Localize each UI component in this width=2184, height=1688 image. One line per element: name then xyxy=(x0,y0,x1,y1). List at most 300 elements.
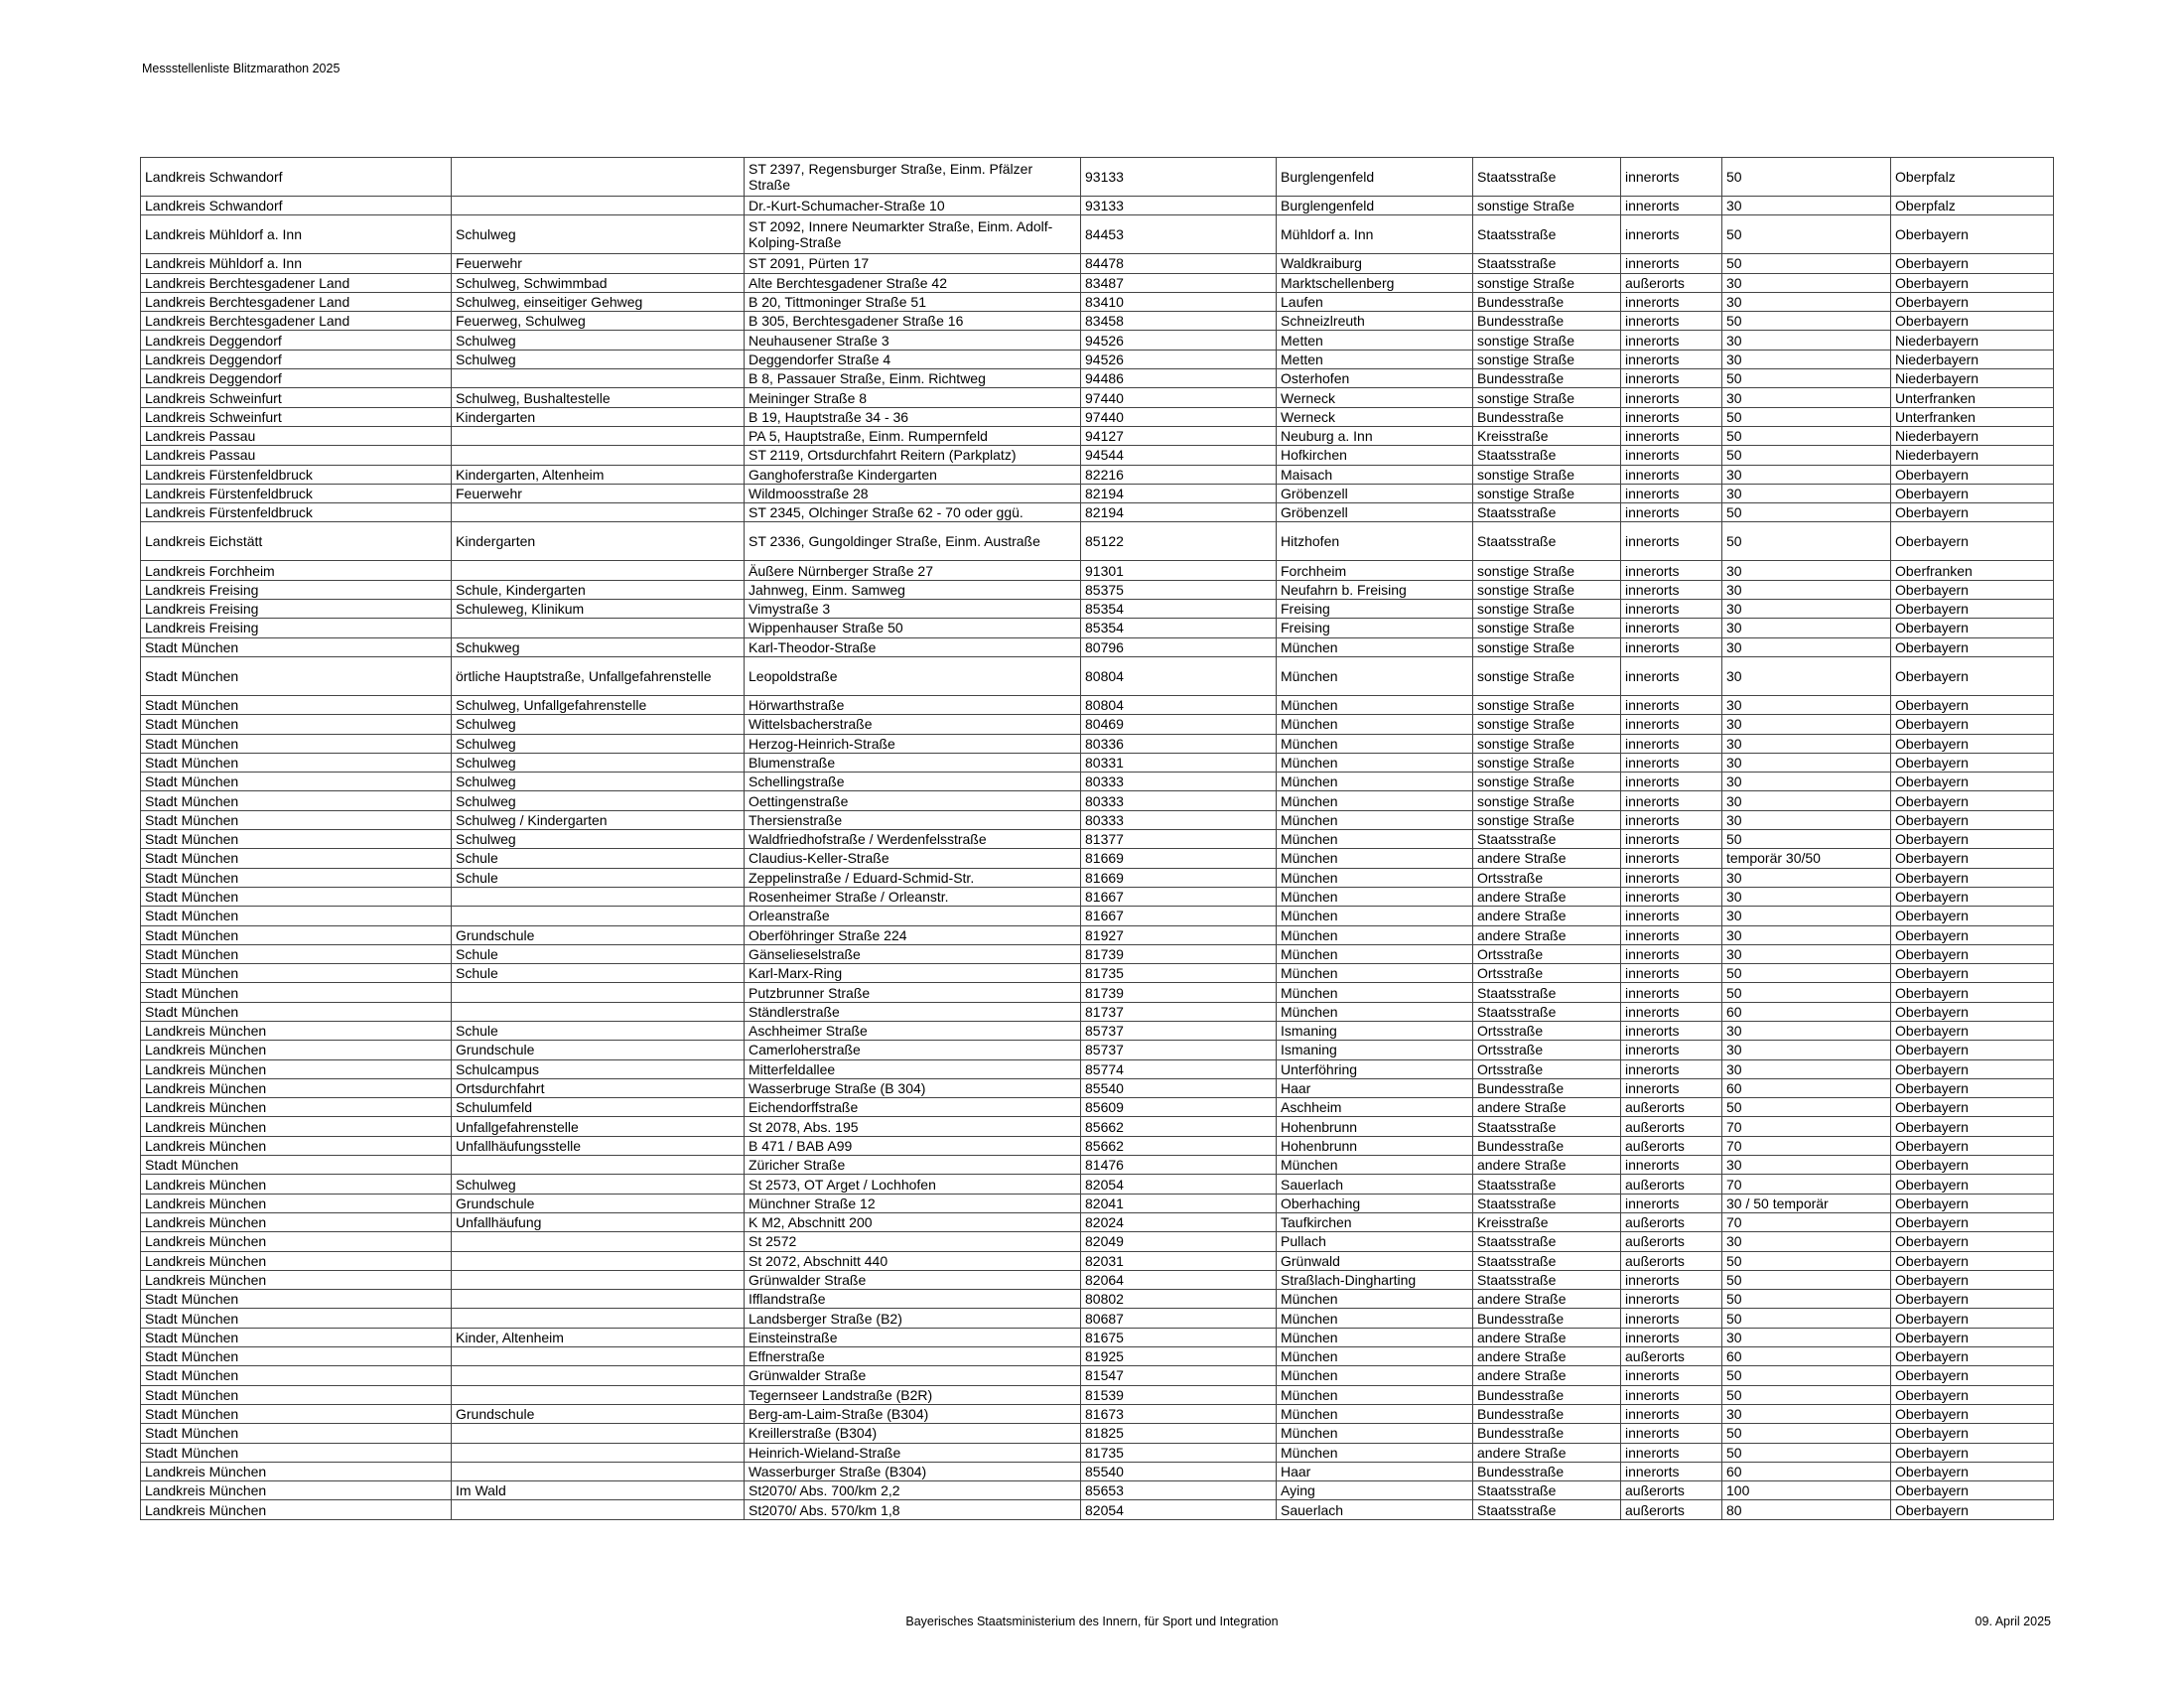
cell-speed-limit: 30 xyxy=(1722,1156,1891,1175)
cell-reason: Schulweg xyxy=(452,715,745,734)
cell-road-type: sonstige Straße xyxy=(1473,695,1621,714)
cell-region: Oberbayern xyxy=(1891,465,2054,484)
cell-speed-limit: 70 xyxy=(1722,1136,1891,1155)
table-row xyxy=(141,773,2054,791)
cell-reason: Schulweg xyxy=(452,350,745,368)
table-row xyxy=(141,619,2054,637)
cell-location: ST 2397, Regensburger Straße, Einm. Pfälzer Straße xyxy=(745,158,1081,197)
cell-postal-code: 80333 xyxy=(1081,791,1277,810)
cell-road-type: sonstige Straße xyxy=(1473,791,1621,810)
cell-district: Stadt München xyxy=(141,1328,452,1346)
cell-postal-code: 82041 xyxy=(1081,1194,1277,1212)
cell-reason: Schulweg xyxy=(452,734,745,753)
cell-speed-limit: 30 xyxy=(1722,465,1891,484)
cell-municipality: Burglengenfeld xyxy=(1277,158,1473,197)
table-row xyxy=(141,215,2054,254)
table-row xyxy=(141,753,2054,772)
cell-locality: innerorts xyxy=(1621,1290,1722,1309)
cell-location: Einsteinstraße xyxy=(745,1328,1081,1346)
cell-road-type: Bundesstraße xyxy=(1473,1385,1621,1404)
cell-location: Thersienstraße xyxy=(745,810,1081,829)
cell-location: B 8, Passauer Straße, Einm. Richtweg xyxy=(745,369,1081,388)
table-row xyxy=(141,1098,2054,1117)
cell-postal-code: 81476 xyxy=(1081,1156,1277,1175)
cell-speed-limit: 30 xyxy=(1722,791,1891,810)
cell-location: St 2072, Abschnitt 440 xyxy=(745,1251,1081,1270)
cell-speed-limit: 30 xyxy=(1722,600,1891,619)
cell-road-type: andere Straße xyxy=(1473,1290,1621,1309)
cell-locality: innerorts xyxy=(1621,484,1722,502)
cell-postal-code: 81739 xyxy=(1081,983,1277,1002)
cell-district: Landkreis Deggendorf xyxy=(141,331,452,350)
cell-postal-code: 85662 xyxy=(1081,1136,1277,1155)
cell-postal-code: 80687 xyxy=(1081,1309,1277,1328)
cell-region: Oberbayern xyxy=(1891,1443,2054,1462)
cell-district: Landkreis Fürstenfeldbruck xyxy=(141,503,452,522)
cell-locality: innerorts xyxy=(1621,388,1722,407)
cell-reason: Schulweg xyxy=(452,791,745,810)
cell-location: Wittelsbacherstraße xyxy=(745,715,1081,734)
cell-location: Wasserbruge Straße (B 304) xyxy=(745,1078,1081,1097)
cell-district: Landkreis Passau xyxy=(141,446,452,465)
cell-speed-limit: 30 xyxy=(1722,350,1891,368)
cell-municipality: München xyxy=(1277,695,1473,714)
table-row xyxy=(141,1366,2054,1385)
cell-postal-code: 85540 xyxy=(1081,1078,1277,1097)
table-row xyxy=(141,925,2054,944)
table-row xyxy=(141,197,2054,215)
cell-speed-limit: 30 xyxy=(1722,925,1891,944)
cell-municipality: München xyxy=(1277,753,1473,772)
cell-speed-limit: 50 xyxy=(1722,522,1891,561)
cell-speed-limit: 50 xyxy=(1722,312,1891,331)
cell-road-type: sonstige Straße xyxy=(1473,734,1621,753)
cell-district: Stadt München xyxy=(141,849,452,868)
cell-municipality: Maisach xyxy=(1277,465,1473,484)
cell-road-type: Bundesstraße xyxy=(1473,369,1621,388)
cell-region: Oberbayern xyxy=(1891,1175,2054,1194)
cell-locality: innerorts xyxy=(1621,561,1722,580)
cell-reason: Schule xyxy=(452,849,745,868)
cell-reason: Schulweg xyxy=(452,215,745,254)
cell-district: Landkreis Eichstätt xyxy=(141,522,452,561)
cell-region: Oberbayern xyxy=(1891,1117,2054,1136)
cell-municipality: Unterföhring xyxy=(1277,1059,1473,1078)
cell-postal-code: 81667 xyxy=(1081,887,1277,906)
cell-district: Landkreis München xyxy=(141,1098,452,1117)
cell-postal-code: 91301 xyxy=(1081,561,1277,580)
cell-municipality: Hofkirchen xyxy=(1277,446,1473,465)
cell-postal-code: 80333 xyxy=(1081,773,1277,791)
cell-district: Stadt München xyxy=(141,1156,452,1175)
cell-municipality: München xyxy=(1277,1366,1473,1385)
table-row xyxy=(141,964,2054,983)
cell-road-type: sonstige Straße xyxy=(1473,656,1621,695)
cell-location: PA 5, Hauptstraße, Einm. Rumpernfeld xyxy=(745,426,1081,445)
cell-location: B 20, Tittmoninger Straße 51 xyxy=(745,292,1081,311)
cell-postal-code: 81673 xyxy=(1081,1404,1277,1423)
cell-location: Äußere Nürnberger Straße 27 xyxy=(745,561,1081,580)
cell-road-type: Staatsstraße xyxy=(1473,1232,1621,1251)
cell-region: Oberbayern xyxy=(1891,1002,2054,1021)
cell-district: Stadt München xyxy=(141,1347,452,1366)
cell-postal-code: 94526 xyxy=(1081,331,1277,350)
cell-speed-limit: 30 xyxy=(1722,1328,1891,1346)
table-row xyxy=(141,350,2054,368)
cell-location: St 2572 xyxy=(745,1232,1081,1251)
cell-district: Landkreis München xyxy=(141,1212,452,1231)
cell-district: Landkreis Deggendorf xyxy=(141,350,452,368)
cell-district: Stadt München xyxy=(141,983,452,1002)
cell-municipality: Metten xyxy=(1277,350,1473,368)
cell-region: Oberbayern xyxy=(1891,773,2054,791)
cell-locality: innerorts xyxy=(1621,426,1722,445)
cell-region: Oberbayern xyxy=(1891,600,2054,619)
cell-postal-code: 82054 xyxy=(1081,1500,1277,1519)
table-row xyxy=(141,1270,2054,1289)
cell-location: Deggendorfer Straße 4 xyxy=(745,350,1081,368)
cell-speed-limit: 30 xyxy=(1722,388,1891,407)
cell-road-type: sonstige Straße xyxy=(1473,388,1621,407)
cell-locality: innerorts xyxy=(1621,656,1722,695)
cell-locality: außerorts xyxy=(1621,1175,1722,1194)
table-row xyxy=(141,1156,2054,1175)
cell-district: Stadt München xyxy=(141,925,452,944)
cell-municipality: München xyxy=(1277,1347,1473,1366)
cell-district: Landkreis Berchtesgadener Land xyxy=(141,292,452,311)
cell-region: Oberbayern xyxy=(1891,1500,2054,1519)
table-row xyxy=(141,1251,2054,1270)
cell-municipality: Hohenbrunn xyxy=(1277,1117,1473,1136)
cell-district: Stadt München xyxy=(141,1309,452,1328)
cell-region: Oberbayern xyxy=(1891,1078,2054,1097)
cell-location: Züricher Straße xyxy=(745,1156,1081,1175)
cell-speed-limit: 30 xyxy=(1722,715,1891,734)
cell-municipality: Waldkraiburg xyxy=(1277,254,1473,273)
cell-reason xyxy=(452,197,745,215)
cell-location: Eichendorffstraße xyxy=(745,1098,1081,1117)
cell-locality: innerorts xyxy=(1621,715,1722,734)
cell-speed-limit: 50 xyxy=(1722,964,1891,983)
table-row xyxy=(141,791,2054,810)
cell-road-type: sonstige Straße xyxy=(1473,580,1621,599)
cell-speed-limit: 30 xyxy=(1722,887,1891,906)
table-row xyxy=(141,1404,2054,1423)
cell-location: St 2573, OT Arget / Lochhofen xyxy=(745,1175,1081,1194)
cell-locality: innerorts xyxy=(1621,215,1722,254)
cell-locality: innerorts xyxy=(1621,197,1722,215)
cell-speed-limit: 70 xyxy=(1722,1117,1891,1136)
cell-road-type: Ortsstraße xyxy=(1473,1041,1621,1059)
cell-reason: Unfallgefahrenstelle xyxy=(452,1117,745,1136)
cell-locality: innerorts xyxy=(1621,1270,1722,1289)
cell-locality: innerorts xyxy=(1621,619,1722,637)
cell-region: Oberbayern xyxy=(1891,983,2054,1002)
cell-road-type: Bundesstraße xyxy=(1473,1136,1621,1155)
cell-region: Oberbayern xyxy=(1891,1462,2054,1480)
cell-speed-limit: 50 xyxy=(1722,215,1891,254)
cell-municipality: Metten xyxy=(1277,331,1473,350)
cell-region: Oberbayern xyxy=(1891,810,2054,829)
cell-locality: innerorts xyxy=(1621,983,1722,1002)
cell-road-type: Staatsstraße xyxy=(1473,1481,1621,1500)
cell-locality: innerorts xyxy=(1621,907,1722,925)
cell-reason: Schule, Kindergarten xyxy=(452,580,745,599)
cell-region: Oberbayern xyxy=(1891,1385,2054,1404)
cell-district: Landkreis Schweinfurt xyxy=(141,407,452,426)
cell-municipality: München xyxy=(1277,773,1473,791)
cell-location: B 19, Hauptstraße 34 - 36 xyxy=(745,407,1081,426)
cell-district: Stadt München xyxy=(141,868,452,887)
cell-postal-code: 84453 xyxy=(1081,215,1277,254)
cell-municipality: München xyxy=(1277,734,1473,753)
cell-municipality: München xyxy=(1277,944,1473,963)
cell-locality: innerorts xyxy=(1621,522,1722,561)
cell-municipality: Neuburg a. Inn xyxy=(1277,426,1473,445)
cell-location: Berg-am-Laim-Straße (B304) xyxy=(745,1404,1081,1423)
cell-region: Oberbayern xyxy=(1891,522,2054,561)
cell-region: Oberbayern xyxy=(1891,580,2054,599)
cell-reason xyxy=(452,1270,745,1289)
cell-postal-code: 85354 xyxy=(1081,619,1277,637)
cell-reason: Schulumfeld xyxy=(452,1098,745,1117)
cell-district: Landkreis München xyxy=(141,1500,452,1519)
cell-district: Landkreis Freising xyxy=(141,619,452,637)
cell-speed-limit: 50 xyxy=(1722,1270,1891,1289)
table-row xyxy=(141,695,2054,714)
cell-district: Landkreis Schweinfurt xyxy=(141,388,452,407)
table-row xyxy=(141,734,2054,753)
cell-municipality: München xyxy=(1277,1328,1473,1346)
cell-district: Stadt München xyxy=(141,1385,452,1404)
table-row xyxy=(141,1424,2054,1443)
cell-speed-limit: 30 xyxy=(1722,484,1891,502)
cell-location: Putzbrunner Straße xyxy=(745,983,1081,1002)
cell-postal-code: 85737 xyxy=(1081,1021,1277,1040)
cell-municipality: München xyxy=(1277,1404,1473,1423)
cell-municipality: München xyxy=(1277,1290,1473,1309)
cell-region: Oberbayern xyxy=(1891,753,2054,772)
cell-reason: Schulweg xyxy=(452,753,745,772)
cell-district: Landkreis München xyxy=(141,1078,452,1097)
cell-district: Landkreis München xyxy=(141,1059,452,1078)
cell-municipality: Hohenbrunn xyxy=(1277,1136,1473,1155)
cell-region: Oberbayern xyxy=(1891,1347,2054,1366)
cell-location: Zeppelinstraße / Eduard-Schmid-Str. xyxy=(745,868,1081,887)
cell-reason xyxy=(452,887,745,906)
cell-speed-limit: 30 xyxy=(1722,773,1891,791)
cell-road-type: sonstige Straße xyxy=(1473,619,1621,637)
cell-municipality: Osterhofen xyxy=(1277,369,1473,388)
table-row xyxy=(141,273,2054,292)
cell-road-type: andere Straße xyxy=(1473,1347,1621,1366)
table-row xyxy=(141,254,2054,273)
cell-location: Camerloherstraße xyxy=(745,1041,1081,1059)
cell-region: Oberbayern xyxy=(1891,1136,2054,1155)
cell-municipality: München xyxy=(1277,887,1473,906)
cell-postal-code: 81669 xyxy=(1081,868,1277,887)
table-row xyxy=(141,887,2054,906)
cell-district: Landkreis Deggendorf xyxy=(141,369,452,388)
cell-reason xyxy=(452,907,745,925)
cell-district: Stadt München xyxy=(141,753,452,772)
table-row xyxy=(141,561,2054,580)
cell-region: Oberbayern xyxy=(1891,312,2054,331)
cell-reason: Schulcampus xyxy=(452,1059,745,1078)
cell-municipality: Oberhaching xyxy=(1277,1194,1473,1212)
cell-locality: außerorts xyxy=(1621,1212,1722,1231)
cell-reason xyxy=(452,983,745,1002)
cell-postal-code: 81825 xyxy=(1081,1424,1277,1443)
cell-postal-code: 82064 xyxy=(1081,1270,1277,1289)
cell-district: Stadt München xyxy=(141,715,452,734)
cell-speed-limit: 50 xyxy=(1722,1443,1891,1462)
cell-location: Mitterfeldallee xyxy=(745,1059,1081,1078)
cell-road-type: Kreisstraße xyxy=(1473,1212,1621,1231)
cell-municipality: Werneck xyxy=(1277,407,1473,426)
cell-road-type: sonstige Straße xyxy=(1473,561,1621,580)
cell-reason: Schukweg xyxy=(452,637,745,656)
cell-locality: innerorts xyxy=(1621,369,1722,388)
cell-road-type: andere Straße xyxy=(1473,1328,1621,1346)
table-row xyxy=(141,1021,2054,1040)
cell-road-type: sonstige Straße xyxy=(1473,637,1621,656)
cell-location: Rosenheimer Straße / Orleanstr. xyxy=(745,887,1081,906)
cell-location: Karl-Theodor-Straße xyxy=(745,637,1081,656)
cell-location: Schellingstraße xyxy=(745,773,1081,791)
measurement-sites-table xyxy=(140,157,2054,1520)
cell-road-type: Staatsstraße xyxy=(1473,215,1621,254)
cell-reason xyxy=(452,619,745,637)
cell-locality: außerorts xyxy=(1621,1251,1722,1270)
cell-reason: Unfallhäufung xyxy=(452,1212,745,1231)
cell-location: Blumenstraße xyxy=(745,753,1081,772)
cell-region: Oberbayern xyxy=(1891,907,2054,925)
cell-location: Ständlerstraße xyxy=(745,1002,1081,1021)
cell-road-type: Bundesstraße xyxy=(1473,1309,1621,1328)
cell-locality: innerorts xyxy=(1621,695,1722,714)
cell-reason xyxy=(452,1002,745,1021)
cell-speed-limit: temporär 30/50 xyxy=(1722,849,1891,868)
cell-speed-limit: 50 xyxy=(1722,983,1891,1002)
cell-locality: innerorts xyxy=(1621,1041,1722,1059)
table-row xyxy=(141,1175,2054,1194)
cell-region: Oberbayern xyxy=(1891,215,2054,254)
cell-locality: außerorts xyxy=(1621,1347,1722,1366)
cell-location: Landsberger Straße (B2) xyxy=(745,1309,1081,1328)
cell-district: Landkreis München xyxy=(141,1270,452,1289)
table-row xyxy=(141,1328,2054,1346)
cell-municipality: München xyxy=(1277,810,1473,829)
cell-locality: innerorts xyxy=(1621,773,1722,791)
cell-reason xyxy=(452,1290,745,1309)
cell-speed-limit: 30 xyxy=(1722,580,1891,599)
cell-speed-limit: 30 xyxy=(1722,810,1891,829)
cell-locality: innerorts xyxy=(1621,1021,1722,1040)
cell-region: Oberbayern xyxy=(1891,1481,2054,1500)
cell-postal-code: 81735 xyxy=(1081,1443,1277,1462)
cell-reason: Grundschule xyxy=(452,925,745,944)
table-row xyxy=(141,1002,2054,1021)
cell-municipality: Grünwald xyxy=(1277,1251,1473,1270)
cell-postal-code: 93133 xyxy=(1081,197,1277,215)
cell-reason: Kindergarten xyxy=(452,407,745,426)
cell-postal-code: 82194 xyxy=(1081,503,1277,522)
cell-municipality: Gröbenzell xyxy=(1277,503,1473,522)
cell-road-type: Staatsstraße xyxy=(1473,503,1621,522)
cell-district: Landkreis Fürstenfeldbruck xyxy=(141,465,452,484)
cell-location: K M2, Abschnitt 200 xyxy=(745,1212,1081,1231)
cell-reason: Schulweg, Bushaltestelle xyxy=(452,388,745,407)
cell-postal-code: 94127 xyxy=(1081,426,1277,445)
table-body xyxy=(141,158,2054,1520)
cell-road-type: Staatsstraße xyxy=(1473,446,1621,465)
cell-road-type: Staatsstraße xyxy=(1473,1500,1621,1519)
cell-location: ST 2345, Olchinger Straße 62 - 70 oder ggü. xyxy=(745,503,1081,522)
cell-locality: innerorts xyxy=(1621,1194,1722,1212)
cell-region: Oberbayern xyxy=(1891,734,2054,753)
cell-postal-code: 94486 xyxy=(1081,369,1277,388)
cell-speed-limit: 30 xyxy=(1722,1059,1891,1078)
cell-region: Oberbayern xyxy=(1891,849,2054,868)
cell-location: Claudius-Keller-Straße xyxy=(745,849,1081,868)
cell-speed-limit: 30 xyxy=(1722,907,1891,925)
cell-road-type: Staatsstraße xyxy=(1473,1002,1621,1021)
cell-municipality: München xyxy=(1277,849,1473,868)
cell-region: Oberbayern xyxy=(1891,868,2054,887)
cell-postal-code: 84478 xyxy=(1081,254,1277,273)
table-row xyxy=(141,944,2054,963)
cell-municipality: Forchheim xyxy=(1277,561,1473,580)
table-row xyxy=(141,1078,2054,1097)
cell-region: Oberbayern xyxy=(1891,1366,2054,1385)
cell-postal-code: 81927 xyxy=(1081,925,1277,944)
cell-reason: Ortsdurchfahrt xyxy=(452,1078,745,1097)
cell-road-type: Ortsstraße xyxy=(1473,944,1621,963)
cell-municipality: München xyxy=(1277,1156,1473,1175)
cell-road-type: Staatsstraße xyxy=(1473,983,1621,1002)
table-row xyxy=(141,1481,2054,1500)
cell-municipality: München xyxy=(1277,1309,1473,1328)
cell-location: Grünwalder Straße xyxy=(745,1270,1081,1289)
cell-reason xyxy=(452,1385,745,1404)
cell-speed-limit: 100 xyxy=(1722,1481,1891,1500)
cell-road-type: Staatsstraße xyxy=(1473,1194,1621,1212)
cell-district: Landkreis München xyxy=(141,1117,452,1136)
cell-locality: innerorts xyxy=(1621,849,1722,868)
cell-location: ST 2119, Ortsdurchfahrt Reitern (Parkplatz) xyxy=(745,446,1081,465)
cell-locality: innerorts xyxy=(1621,350,1722,368)
table-row xyxy=(141,600,2054,619)
cell-location: Dr.-Kurt-Schumacher-Straße 10 xyxy=(745,197,1081,215)
cell-speed-limit: 30 xyxy=(1722,1021,1891,1040)
cell-speed-limit: 30 xyxy=(1722,619,1891,637)
cell-location: Herzog-Heinrich-Straße xyxy=(745,734,1081,753)
cell-speed-limit: 30 xyxy=(1722,1404,1891,1423)
cell-district: Stadt München xyxy=(141,964,452,983)
cell-reason xyxy=(452,1424,745,1443)
cell-municipality: München xyxy=(1277,983,1473,1002)
cell-location: B 471 / BAB A99 xyxy=(745,1136,1081,1155)
cell-region: Oberbayern xyxy=(1891,695,2054,714)
cell-reason: Schule xyxy=(452,1021,745,1040)
cell-locality: innerorts xyxy=(1621,1443,1722,1462)
cell-postal-code: 97440 xyxy=(1081,407,1277,426)
cell-municipality: Sauerlach xyxy=(1277,1500,1473,1519)
cell-municipality: München xyxy=(1277,907,1473,925)
cell-region: Oberbayern xyxy=(1891,1194,2054,1212)
cell-municipality: München xyxy=(1277,1424,1473,1443)
